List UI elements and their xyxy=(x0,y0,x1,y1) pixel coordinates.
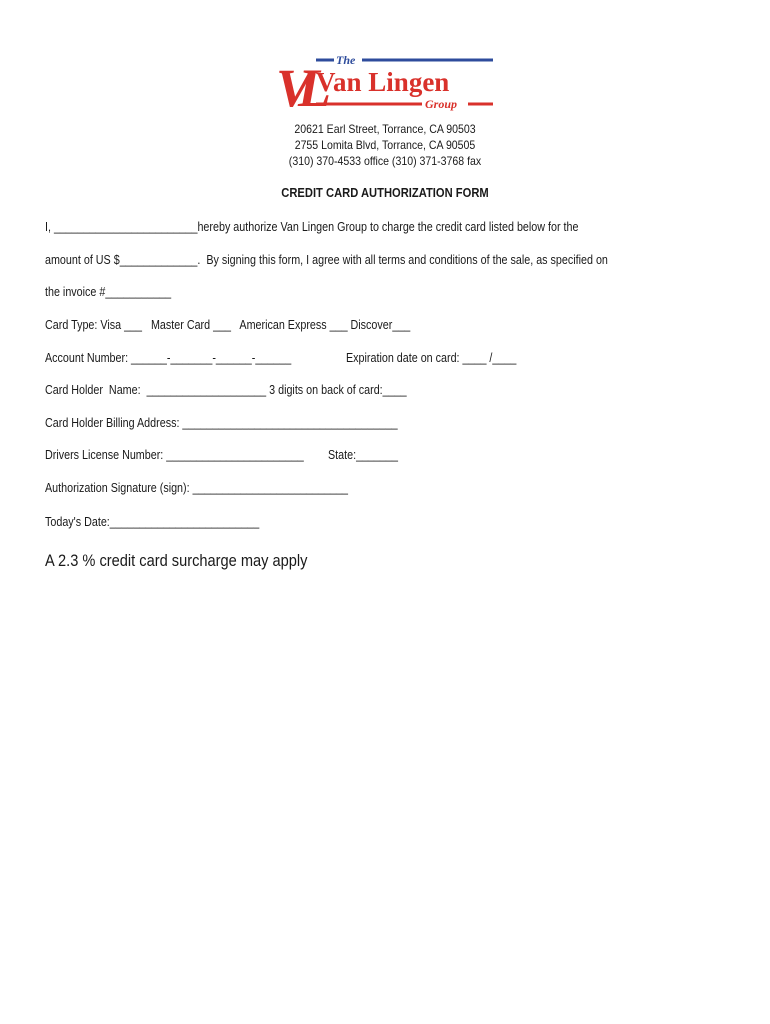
logo-the: The xyxy=(336,54,356,67)
address-line-1: 20621 Earl Street, Torrance, CA 90503 xyxy=(294,122,476,136)
todays-date-field[interactable]: Today's Date:_________________________ xyxy=(45,515,260,529)
signature-field[interactable]: Authorization Signature (sign): __________________________ xyxy=(45,481,349,495)
company-address-block xyxy=(46,121,724,169)
state-field[interactable]: State:_______ xyxy=(328,448,398,462)
expiration-date-field[interactable]: Expiration date on card: ____ /____ xyxy=(346,351,517,365)
van-lingen-group-logo xyxy=(276,54,496,112)
card-type-line[interactable]: Card Type: Visa ___ Master Card ___ American Express ___ Discover___ xyxy=(45,318,411,332)
drivers-license-field[interactable]: Drivers License Number: _______________________ xyxy=(45,448,304,462)
phone-fax-line: (310) 370-4533 office (310) 371-3768 fax xyxy=(288,154,482,168)
logo-name: Van Lingen xyxy=(316,67,450,97)
logo-group: Group xyxy=(425,97,458,111)
address-line-2: 2755 Lomita Blvd, Torrance, CA 90505 xyxy=(294,138,476,152)
amount-line[interactable]: amount of US $_____________. By signing this form, I agree with all terms and conditions of the sale, as specified on xyxy=(45,253,608,267)
form-title: CREDIT CARD AUTHORIZATION FORM xyxy=(281,185,489,200)
surcharge-notice: A 2.3 % credit card surcharge may apply xyxy=(45,551,308,570)
billing-address-field[interactable]: Card Holder Billing Address: ____________________________________ xyxy=(45,416,398,430)
account-number-field[interactable]: Account Number: ______-_______-______-______ xyxy=(45,351,292,365)
invoice-line[interactable]: the invoice #___________ xyxy=(45,285,172,299)
logo-monogram: VL xyxy=(276,58,318,112)
authorize-line[interactable]: I, ________________________hereby authorize Van Lingen Group to charge the credit card listed below for the xyxy=(45,220,579,234)
card-holder-name-line[interactable]: Card Holder Name: ____________________ 3 digits on back of card:____ xyxy=(45,383,407,397)
